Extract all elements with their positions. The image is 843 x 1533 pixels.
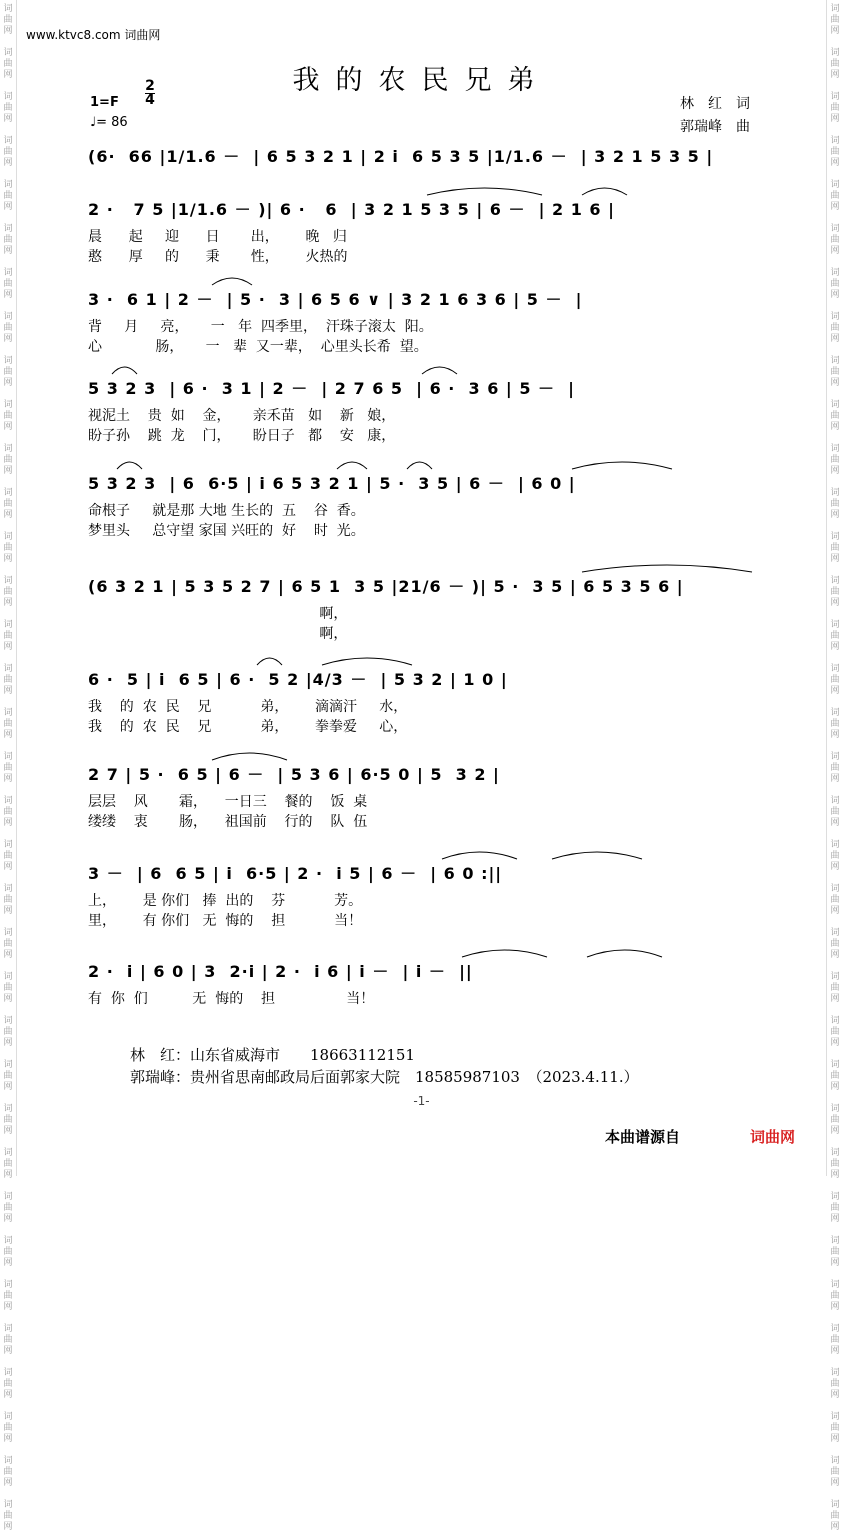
page-number: -1-: [413, 1094, 430, 1108]
slur-marks: [82, 362, 758, 376]
slur-marks: [82, 945, 758, 959]
left-watermark-strip: 词 曲 网 词 曲 网 词 曲 网 词 曲 网 词 曲 网 词 曲 网 词 曲 网 词 曲 网 词 曲 网 词 曲 网 词 曲 网 词 曲 网 词 曲 网 词 曲 网 词 曲 网 词 曲 网 词 曲 网 词 曲 网 词 曲 网 词 曲 网 词 曲 网 词 曲 网 词 曲 网 词 曲 网 词 曲 网 词 曲 网 词 曲 网 词 曲 网 词 曲 网 词 曲 网 词 曲 网 词 曲 网 词 曲 网 词 曲 网 词 曲 网: [0, 0, 17, 1176]
key-signature: 1=F: [90, 95, 119, 110]
score-system: [82, 955, 758, 1007]
lyric-line-1: 有 你 们 无 悔的 担 当！: [88, 991, 375, 1007]
lyric-line-1: 层层 风 霜， 一日三 餐的 饭 桌: [88, 794, 368, 810]
notation-line: 5 3 2 3 | 6 · 3 1 | 2 － | 2 7 6 5 | 6 · 3 6 | 5 － |: [88, 379, 576, 398]
notation-line: 2 7 | 5 · 6 5 | 6 － | 5 3 6 | 6·5 0 | 5 3 2 |: [88, 765, 500, 784]
contact-line-1: 林 红：山东省威海市 18663112151: [130, 1046, 415, 1064]
score-system: [82, 857, 758, 929]
lyric-line-1: 视泥土 贵 如 金， 亲禾苗 如 新 娘，: [88, 408, 396, 424]
slur-marks: [82, 457, 758, 471]
notation-line: (6· 66 |1/1.6 － | 6 5 3 2 1 | 2 i 6 5 3 5 |1/1.6 － | 3 2 1 5 3 5 |: [88, 147, 714, 166]
score-system: [82, 570, 758, 642]
score-system: [82, 663, 758, 735]
notation-line: 6 · 5 | i 6 5 | 6 · 5 2 |4/3 － | 5 3 2 | 1 0 |: [88, 670, 508, 689]
score-system: [82, 467, 758, 539]
source-label: 本曲谱源自: [605, 1128, 681, 1146]
song-title: 我的农民兄弟: [292, 65, 551, 96]
lyric-line-1: 上， 是 你们 捧 出的 芬 芳。: [88, 893, 363, 909]
lyric-line-1: 晨 起 迎 日 出， 晚 归: [88, 229, 347, 245]
time-signature: 2 4: [145, 78, 155, 108]
score-system: [82, 140, 758, 168]
source-site-link[interactable]: 词曲网: [750, 1128, 796, 1146]
score-system: [82, 283, 758, 355]
notation-line: 2 · i | 6 0 | 3 2·i | 2 · i 6 | i － | i － ||: [88, 962, 473, 981]
lyric-line-1: 我 的 农 民 兄 弟， 滴滴汗 水，: [88, 699, 408, 715]
notation-line: 2 · 7 5 |1/1.6 － )| 6 · 6 | 3 2 1 5 3 5 | 6 － | 2 1 6 |: [88, 200, 615, 219]
score-system: [82, 193, 758, 265]
contact-line-2: 郭瑞峰：贵州省思南邮政局后面郭家大院 18585987103 （2023.4.11.）: [130, 1068, 639, 1086]
site-url[interactable]: www.ktvc8.com 词曲网: [26, 28, 161, 42]
notation-line: 3 － | 6 6 5 | i 6·5 | 2 · i 5 | 6 － | 6 0 :||: [88, 864, 503, 883]
lyric-line-1: 命根子 就是那 大地 生长的 五 谷 香。: [88, 503, 365, 519]
lyric-line-1: 啊，: [88, 606, 348, 622]
lyric-line-2: 我 的 农 民 兄 弟， 拳拳爱 心，: [88, 719, 408, 735]
lyric-line-1: 背 月 亮， 一 年 四季里， 汗珠子滚太 阳。: [88, 319, 433, 335]
score-system: [82, 372, 758, 444]
slur-marks: [82, 847, 758, 861]
slur-marks: [82, 130, 758, 144]
tempo-mark: ♩= 86: [90, 115, 128, 130]
score-system: [82, 758, 758, 830]
lyric-line-2: 梦里头 总守望 家国 兴旺的 好 时 光。: [88, 523, 365, 539]
slur-marks: [82, 748, 758, 762]
slur-marks: [82, 183, 758, 197]
lyric-line-2: 心 肠， 一 辈 又一辈， 心里头长希 望。: [88, 339, 428, 355]
slur-marks: [82, 560, 758, 574]
slur-marks: [82, 273, 758, 287]
lyricist-credit: 林 红 词: [680, 96, 750, 112]
slur-marks: [82, 653, 758, 667]
lyric-line-2: 憨 厚 的 秉 性， 火热的: [88, 249, 348, 265]
notation-line: (6 3 2 1 | 5 3 5 2 7 | 6 5 1 3 5 |21/6 － )| 5 · 3 5 | 6 5 3 5 6 |: [88, 577, 684, 596]
notation-line: 3 · 6 1 | 2 － | 5 · 3 | 6 5 6 ∨ | 3 2 1 6 3 6 | 5 － |: [88, 290, 583, 309]
notation-line: 5 3 2 3 | 6 6·5 | i 6 5 3 2 1 | 5 · 3 5 | 6 － | 6 0 |: [88, 474, 576, 493]
right-watermark-strip: 词 曲 网 词 曲 网 词 曲 网 词 曲 网 词 曲 网 词 曲 网 词 曲 网 词 曲 网 词 曲 网 词 曲 网 词 曲 网 词 曲 网 词 曲 网 词 曲 网 词 曲 网 词 曲 网 词 曲 网 词 曲 网 词 曲 网 词 曲 网 词 曲 网 词 曲 网 词 曲 网 词 曲 网 词 曲 网 词 曲 网 词 曲 网 词 曲 网 词 曲 网 词 曲 网 词 曲 网 词 曲 网 词 曲 网 词 曲 网 词 曲 网: [826, 0, 843, 1176]
composer-credit: 郭瑞峰 曲: [680, 119, 750, 135]
lyric-line-2: 缕缕 衷 肠， 祖国前 行的 队 伍: [88, 814, 368, 830]
lyric-line-2: 盼子孙 跳 龙 门， 盼日子 都 安 康，: [88, 428, 396, 444]
lyric-line-2: 啊，: [88, 626, 348, 642]
lyric-line-2: 里， 有 你们 无 悔的 担 当！: [88, 913, 363, 929]
